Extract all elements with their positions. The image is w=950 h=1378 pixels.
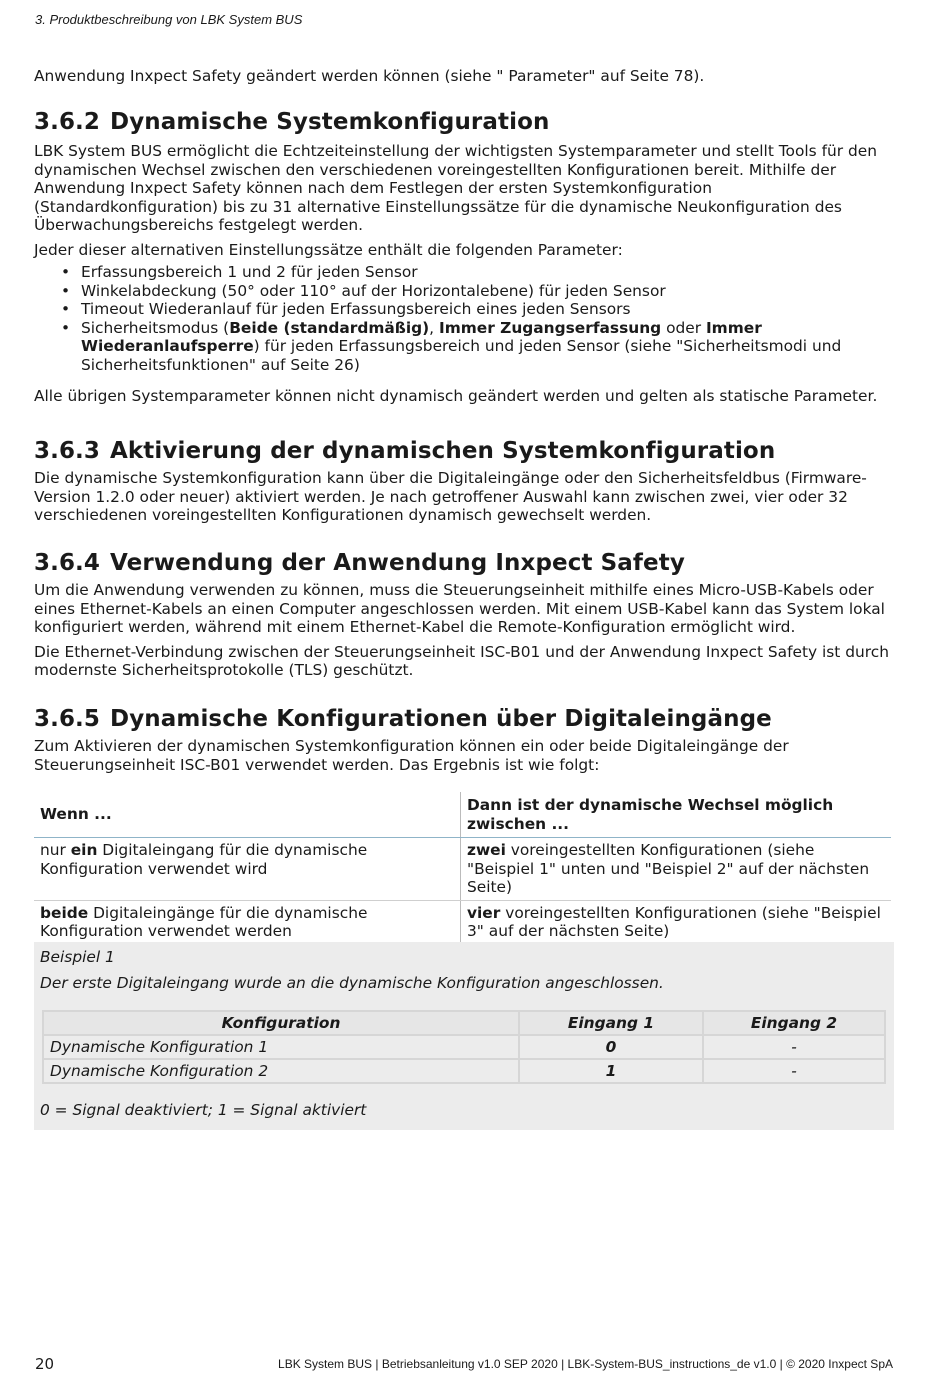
column-header: Eingang 2 [703,1011,885,1035]
table-header-row [34,792,891,838]
table-cell: Dynamische Konfiguration 1 [43,1035,519,1059]
digital-input-table [34,792,891,944]
paragraph: Jeder dieser alternativen Einstellungssätze enthält die folgenden Parameter: [34,240,623,259]
table-cell: - [703,1035,885,1059]
paragraph: LBK System BUS ermöglicht die Echtzeiteinstellung der wichtigsten Systemparameter und stellt Tools für den dynamischen Wechsel zwischen den verschiedenen voreingestellten Konfigurationen bereit. Mithilfe der Anwendung Inxpect Safety können nach dem Festlegen der ersten Systemkonfiguration (Standardkonfiguration) bis zu 31 alternative Einstellungssätze für die dynamische Neukonfiguration des Überwachungsbereichs festgelegt werden. [34,142,877,234]
column-header: Konfiguration [43,1011,519,1035]
bold-text: ein [70,841,98,859]
paragraph: Um die Anwendung verwenden zu können, muss die Steuerungseinheit mithilfe eines Micro-USB-Kabels oder eines Ethernet-Kabels an einen Computer angeschlossen werden. Mit einem USB-Kabel kann das System lokal konfiguriert werden, während mit einem Ethernet-Kabel die Remote-Konfiguration ermöglicht wird. [34,581,885,636]
section-3-6-4 [34,550,894,680]
footer-text: LBK System BUS | Betriebsanleitung v1.0 SEP 2020 | LBK-System-BUS_instructions_de v1.0 | © 2020 Inxpect SpA [278,1357,893,1371]
bold-text: Immer Wiederanlaufsperre [81,318,762,355]
page-number: 20 [35,1355,55,1373]
text: oder [661,318,706,337]
parameter-list [34,263,894,374]
bold-text: zwei [467,841,506,859]
text: voreingestellten Konfigurationen (siehe "Beispiel 1" unten und "Beispiel 2" auf der nächsten Seite) [467,841,870,896]
text: Digitaleingang für die dynamische Konfiguration verwendet wird [40,841,368,878]
list-item: • Winkelabdeckung (50° oder 110° auf der Horizontalebene) für jeden Sensor [81,282,894,301]
table-row [43,1059,885,1083]
bold-text: beide [40,903,89,922]
column-header: Eingang 1 [519,1011,703,1035]
example-description: Der erste Digitaleingang wurde an die dynamische Konfiguration angeschlossen. [40,974,664,992]
section-title: Aktivierung der dynamischen Systemkonfiguration [110,438,776,464]
paragraph: Zum Aktivieren der dynamischen Systemkonfiguration können ein oder beide Digitaleingänge der Steuerungseinheit ISC-B01 verwendet werden. Das Ergebnis ist wie folgt: [34,737,789,774]
column-header: Dann ist der dynamische Wechsel möglich zwischen ... [461,792,892,838]
list-item: • Erfassungsbereich 1 und 2 für jeden Sensor [81,263,894,282]
table-cell: - [703,1059,885,1083]
text: voreingestellten Konfigurationen (siehe "Beispiel 3" auf der nächsten Seite) [467,903,881,940]
example-legend: 0 = Signal deaktiviert; 1 = Signal aktiviert [40,1101,367,1119]
text: nur [40,841,71,859]
table-cell: 1 [519,1059,703,1083]
table-cell [34,838,461,901]
paragraph: Die dynamische Systemkonfiguration kann über die Digitaleingänge oder den Sicherheitsfeldbus (Firmware-Version 1.2.0 oder neuer) aktiviert werden. Je nach getroffener Auswahl kann zwischen zwei, vier oder 32 verschiedenen voreingestellten Konfigurationen dynamisch gewechselt werden. [34,469,867,524]
paragraph: Alle übrigen Systemparameter können nicht dynamisch geändert werden und gelten als statische Parameter. [34,387,878,405]
list-item: • Timeout Wiederanlauf für jeden Erfassungsbereich eines jeden Sensors [81,300,894,319]
table-row [43,1035,885,1059]
section-heading [34,706,894,732]
section-title: Verwendung der Anwendung Inxpect Safety [110,550,685,576]
table-cell [34,900,461,944]
bold-text: Beide (standardmäßig) [229,318,430,337]
configuration-table [42,1010,886,1084]
example-box [34,942,894,1130]
section-number: 3.6.4 [34,550,100,576]
section-3-6-2 [34,109,894,406]
table-cell: Dynamische Konfiguration 2 [43,1059,519,1083]
running-header: 3. Produktbeschreibung von LBK System BUS [35,12,303,27]
section-title: Dynamische Systemkonfiguration [110,109,550,135]
section-3-6-3 [34,438,894,525]
table-header-row [43,1011,885,1035]
column-header: Wenn ... [34,792,461,838]
intro-line: Anwendung Inxpect Safety geändert werden können (siehe " Parameter" auf Seite 78). [34,67,705,85]
text: Sicherheitsmodus ( [81,318,230,337]
text: , [429,318,439,337]
section-number: 3.6.2 [34,109,100,135]
table-row [34,838,891,901]
section-title: Dynamische Konfigurationen über Digitaleingänge [110,706,772,732]
section-heading [34,109,894,135]
table-cell: 0 [519,1035,703,1059]
table-row [34,900,891,944]
section-number: 3.6.5 [34,706,100,732]
paragraph: Die Ethernet-Verbindung zwischen der Steuerungseinheit ISC-B01 und der Anwendung Inxpect Safety ist durch modernste Sicherheitsprotokolle (TLS) geschützt. [34,642,889,679]
section-heading [34,550,894,576]
table-cell [461,900,892,944]
list-item [81,319,894,375]
table-cell [461,838,892,901]
text: ) für jeden Erfassungsbereich und jeden Sensor (siehe "Sicherheitsmodi und Sicherheitsfunktionen" auf Seite 26) [81,337,842,374]
section-heading [34,438,894,464]
example-label: Beispiel 1 [40,948,115,966]
bold-text: vier [467,903,501,922]
bold-text: Immer Zugangserfassung [438,318,662,337]
section-3-6-5 [34,706,894,774]
section-number: 3.6.3 [34,438,100,464]
text: Digitaleingänge für die dynamische Konfiguration verwendet werden [40,903,368,940]
